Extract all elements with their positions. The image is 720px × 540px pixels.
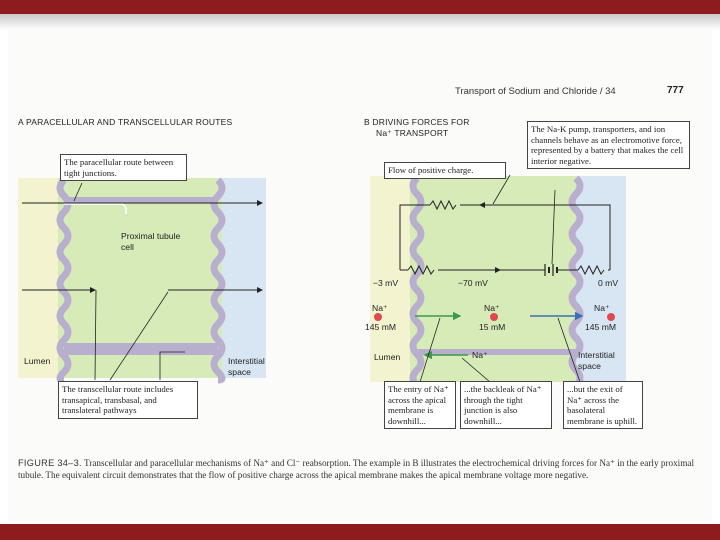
- na-ion-interstitial: [607, 313, 615, 321]
- callout-tight-junction-backleak: ...the backleak of Na⁺ through the tight junction is also downhill...: [460, 381, 552, 429]
- na-ion-cell: [490, 313, 498, 321]
- lumen-label-a: Lumen: [24, 356, 51, 366]
- concentration-cell: 15 mM: [479, 322, 506, 332]
- panel-a-diagram: [18, 178, 266, 380]
- interstitial-region-a: [222, 178, 266, 378]
- lumen-label-b: Lumen: [374, 352, 401, 362]
- panel-a-title: A PARACELLULAR AND TRANSCELLULAR ROUTES: [18, 117, 233, 127]
- interstitial-label-a: Interstitial space: [228, 356, 265, 377]
- concentration-interstitial: 145 mM: [585, 322, 617, 332]
- callout-transcellular-route: The transcellular route includes transapical, transbasal, and translateral pathways: [58, 381, 198, 419]
- callout-basolateral-exit: ...but the exit of Na⁺ across the basolateral membrane is uphill.: [563, 381, 643, 429]
- figure-id: FIGURE 34–3.: [18, 458, 82, 468]
- callout-charge-flow: Flow of positive charge.: [384, 162, 506, 179]
- page-number: 777: [667, 85, 684, 96]
- na-label-cell: Na⁺: [484, 303, 500, 313]
- lumen-region-a: [18, 178, 62, 378]
- panel-b-title-line1: B DRIVING FORCES FOR: [364, 117, 470, 127]
- na-label-lumen: Na⁺: [372, 303, 388, 313]
- voltage-cell: −70 mV: [458, 278, 488, 288]
- callout-apical-entry: The entry of Na⁺ across the apical membrane is downhill...: [384, 381, 456, 429]
- bottom-frame-bar: [0, 524, 720, 540]
- voltage-interstitial: 0 mV: [598, 278, 619, 288]
- callout-paracellular-route: The paracellular route between tight junctions.: [60, 154, 187, 181]
- figure-caption-text: Transcellular and paracellular mechanisms of Na⁺ and Cl⁻ reabsorption. The example in B illustrates the electrochemical driving forces for Na⁺ in the early proximal tubule. The equivalent circuit demonstrates that the flow of positive charge across the apical membrane makes the apical membrane voltage more negative.: [18, 458, 695, 480]
- na-label-interstitial: Na⁺: [594, 303, 610, 313]
- running-head: Transport of Sodium and Chloride / 34: [455, 86, 616, 97]
- figure-caption: [18, 458, 708, 481]
- interstitial-label-b: Interstitial space: [578, 350, 615, 371]
- voltage-lumen: −3 mV: [373, 278, 399, 288]
- panel-b-title-line2: Na⁺ TRANSPORT: [376, 128, 449, 138]
- na-ion-lumen: [374, 313, 382, 321]
- na-label-backleak: Na⁺: [472, 350, 488, 360]
- concentration-lumen: 145 mM: [365, 322, 397, 332]
- cell-label: Proximal tubule cell: [121, 231, 181, 252]
- callout-electromotive-force: The Na-K pump, transporters, and ion channels behave as an electromotive force, represented by a battery that makes the cell interior negative.: [527, 121, 690, 169]
